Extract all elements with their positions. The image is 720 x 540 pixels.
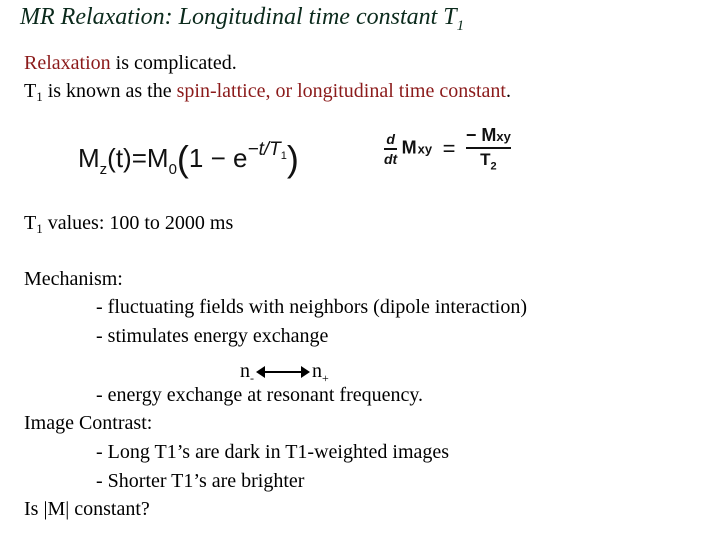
eq1-rhs-m: M [146, 143, 169, 173]
eq1-one-minus-e: 1 − e [188, 143, 248, 173]
eq2-rhs-fraction [466, 126, 511, 173]
eq2-rhs-denominator-subscript: 2 [490, 160, 497, 173]
contrast-item-1: - Long T1’s are dark in T1-weighted images [96, 441, 450, 463]
energy-exchange-arrow [240, 360, 329, 386]
contrast-heading: Image Contrast: [24, 412, 153, 434]
intro-line-2-end: . [505, 80, 511, 102]
t1-values-range: 100 to 2000 ms [109, 212, 234, 234]
t1-symbol-subscript: 1 [36, 89, 43, 104]
eq2-rhs-fraction-bar [466, 147, 511, 149]
spin-lattice-term: spin-lattice, or longitudinal time constant [176, 80, 506, 102]
eq2-rhs-numerator [466, 126, 511, 145]
eq2-rhs-numerator-text: − M [465, 125, 497, 145]
double-arrow-icon [258, 371, 308, 373]
contrast-item-2: - Shorter T1’s are brighter [96, 470, 305, 492]
n-plus: n [312, 360, 322, 382]
eq1-rhs-subscript: 0 [168, 161, 177, 178]
eq2-equals: = [442, 136, 456, 162]
mechanism-item-1: - fluctuating fields with neighbors (dipole interaction) [96, 296, 527, 318]
eq1-lhs-subscript: z [99, 161, 108, 178]
eq1-exponent-subscript: 1 [280, 150, 287, 162]
eq1-exponent [247, 139, 286, 160]
eq2-d-fraction-bar [384, 148, 397, 150]
n-minus-subscript: - [250, 371, 254, 385]
slide-title-text: MR Relaxation: Longitudinal time constant T [20, 4, 457, 30]
intro-line-2 [24, 80, 511, 105]
slide-title-subscript: 1 [456, 18, 465, 34]
mechanism-item-2: - stimulates energy exchange [96, 325, 329, 347]
intro-line-1 [24, 52, 237, 75]
eq2-rhs-denominator-t: T [480, 149, 491, 169]
eq2-d-denominator: dt [384, 151, 398, 168]
eq1-paren-close: ) [286, 138, 299, 179]
eq1-lhs-arg: (t) [107, 143, 132, 173]
t1-values-line [24, 212, 233, 237]
intro-line-2-mid: is known as the [42, 80, 177, 102]
t1-symbol: T [24, 80, 37, 102]
mechanism-item-3: - energy exchange at resonant frequency. [96, 384, 424, 406]
n-minus: n [240, 360, 250, 382]
t1-values-symbol: T [24, 212, 37, 234]
eq2-rhs-denominator [466, 151, 511, 173]
eq2-d-numerator: d [386, 130, 395, 147]
longitudinal-equation [78, 138, 299, 180]
eq1-exponent-text: −t/T [247, 139, 281, 160]
eq1-equals: = [131, 143, 147, 173]
t1-values-label: values: [42, 212, 110, 234]
n-plus-subscript: + [322, 371, 329, 385]
eq2-derivative-fraction [384, 132, 397, 167]
mechanism-heading: Mechanism: [24, 268, 123, 290]
t1-values-subscript: 1 [36, 221, 43, 236]
question-line: Is |M| constant? [24, 498, 150, 520]
transverse-equation [384, 126, 511, 173]
slide-title [20, 4, 464, 35]
eq2-rhs-numerator-subscript: xy [496, 129, 511, 144]
relaxation-term: Relaxation [24, 52, 111, 74]
eq1-lhs-m: M [78, 143, 100, 173]
intro-line-1-rest: is complicated. [110, 52, 237, 74]
eq1-paren-open: ( [176, 138, 189, 179]
eq2-lhs-m: M [401, 137, 418, 158]
eq2-lhs-subscript: xy [417, 141, 433, 157]
